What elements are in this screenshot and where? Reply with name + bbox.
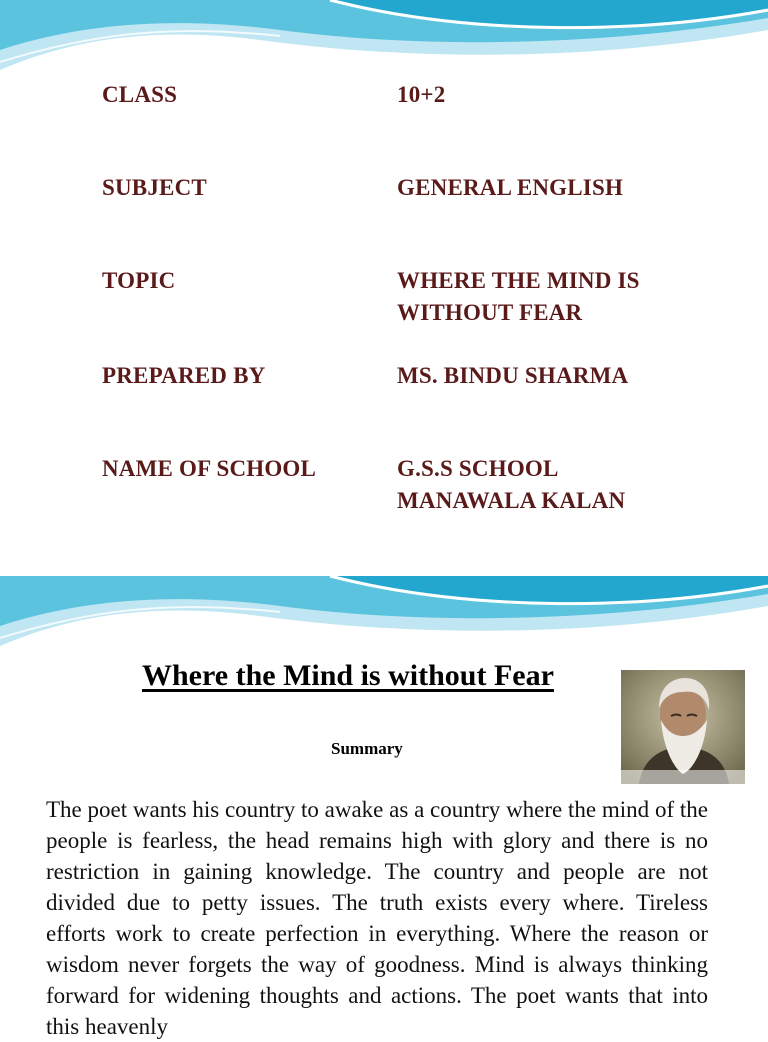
summary-heading: Summary	[331, 739, 403, 758]
prepared-by-label: PREPARED BY	[102, 363, 266, 388]
slide-title: Where the Mind is without Fear	[142, 659, 554, 692]
subject-label: SUBJECT	[102, 175, 207, 200]
summary-slide	[0, 576, 768, 1039]
poet-portrait-image	[621, 670, 745, 784]
topic-value-line1: WHERE THE MIND IS	[397, 268, 640, 293]
school-name-value-line2: MANAWALA KALAN	[397, 488, 626, 513]
class-value: 10+2	[397, 82, 446, 107]
prepared-by-value: MS. BINDU SHARMA	[397, 363, 629, 388]
school-name-label: NAME OF SCHOOL	[102, 456, 317, 481]
topic-value-line2: WITHOUT FEAR	[397, 300, 583, 325]
class-label: CLASS	[102, 82, 178, 107]
subject-value: GENERAL ENGLISH	[397, 175, 624, 200]
summary-paragraph: The poet wants his country to awake as a country where the mind of the people is fearless, the head remains high with glory and there is no restriction in gaining knowledge. The country and people are not divided due to petty issues. The truth exists every where. Tireless efforts work to create perfection in everything. Where the reason or wisdom never forgets the way of goodness. Mind is always thinking forward for widening thoughts and actions. The poet wants that into this heavenly	[46, 797, 708, 1039]
topic-label: TOPIC	[102, 268, 176, 293]
school-name-value-line1: G.S.S SCHOOL	[397, 456, 559, 481]
